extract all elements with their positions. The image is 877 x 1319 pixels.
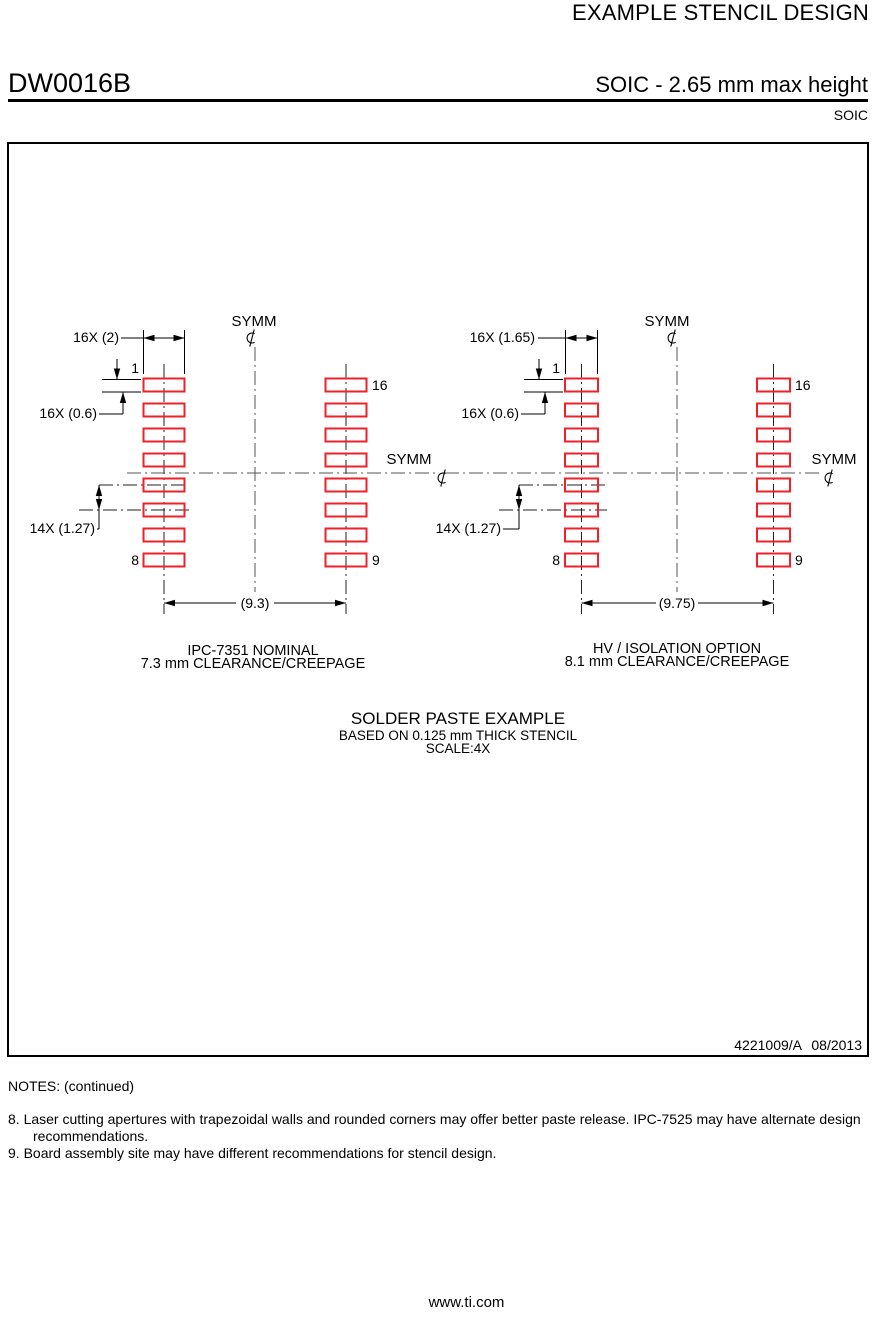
page-title: EXAMPLE STENCIL DESIGN (572, 0, 869, 25)
pin-label-16: 16 (795, 377, 811, 393)
note-item (8, 1111, 869, 1145)
left-caption-line2: 7.3 mm CLEARANCE/CREEPAGE (140, 656, 366, 672)
note-number: 9. (8, 1145, 20, 1161)
dim-label-pad-width: 16X (1.65) (469, 329, 535, 345)
dim-label-pitch: 14X (1.27) (29, 520, 95, 536)
stencil-drawing (9, 144, 867, 1055)
note-text: Laser cutting apertures with trapezoidal walls and rounded corners may offer better paste release. IPC-7525 may have alternate design recommendations. (23, 1111, 861, 1144)
pin-label-9: 9 (372, 552, 380, 568)
doc-number: 4221009/A (734, 1037, 802, 1053)
dim-label-span: (9.75) (658, 595, 696, 611)
left-caption-line1: IPC-7351 NOMINAL (187, 643, 319, 659)
solder-paste-title: SOLDER PASTE EXAMPLE (350, 709, 566, 728)
solder-paste-scale: SCALE:4X (425, 741, 491, 756)
right-caption-line2: 8.1 mm CLEARANCE/CREEPAGE (564, 654, 790, 670)
centerline-icon (668, 330, 676, 347)
doc-number-block (734, 1037, 862, 1053)
pin-label-8: 8 (552, 552, 560, 568)
symm-label-side: SYMM (386, 451, 432, 468)
pin-label-8: 8 (131, 552, 139, 568)
footer-url: www.ti.com (428, 1294, 505, 1311)
note-item (8, 1145, 869, 1162)
dim-label-pad-height: 16X (0.6) (461, 405, 519, 421)
drawing-border-frame (7, 142, 869, 1057)
pin-label-16: 16 (372, 377, 388, 393)
dim-label-pad-height: 16X (0.6) (39, 405, 97, 421)
dim-label-pad-width: 16X (2) (73, 329, 119, 345)
part-number: DW0016B (8, 68, 132, 98)
header-divider (8, 99, 868, 102)
note-text: Board assembly site may have different recommendations for stencil design. (23, 1145, 497, 1161)
centerline-icon (438, 470, 446, 487)
package-description: SOIC - 2.65 mm max height (595, 72, 868, 97)
right-caption-line1: HV / ISOLATION OPTION (592, 641, 762, 657)
note-number: 8. (8, 1111, 20, 1127)
part-header-row (8, 68, 868, 99)
package-type-label: SOIC (833, 107, 868, 123)
centerline-icon (825, 470, 833, 487)
pin-label-1: 1 (131, 360, 139, 376)
symm-label-top: SYMM (644, 313, 690, 330)
notes-section (8, 1078, 869, 1162)
centerline-icon (247, 330, 255, 347)
symm-label-top: SYMM (231, 313, 277, 330)
pin-label-1: 1 (552, 360, 560, 376)
right-stencil-diagram (436, 313, 857, 670)
notes-heading: NOTES: (continued) (8, 1078, 135, 1094)
solder-paste-title-block (339, 709, 578, 756)
dim-label-span: (9.3) (240, 595, 270, 611)
pin-label-9: 9 (795, 552, 803, 568)
solder-paste-subtitle: BASED ON 0.125 mm THICK STENCIL (338, 728, 578, 743)
symm-label-side: SYMM (811, 451, 857, 468)
dim-label-pitch: 14X (1.27) (435, 520, 501, 536)
doc-date: 08/2013 (811, 1037, 862, 1053)
left-stencil-diagram (30, 313, 446, 672)
